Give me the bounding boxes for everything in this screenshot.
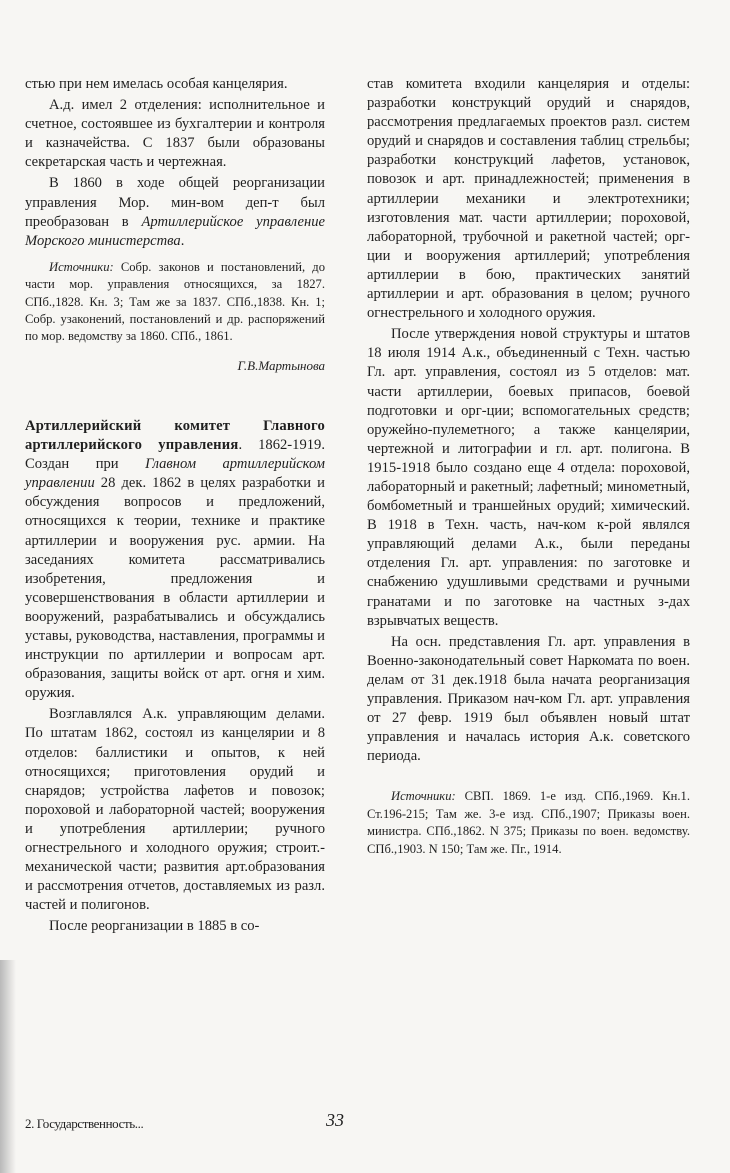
left-column xyxy=(25,75,325,937)
sources-label: Источники: xyxy=(49,259,114,274)
sources-text: СВП. 1869. 1-е изд. СПб.,1969. Кн.1. Ст.196-215; Там же. 3-е изд. СПб.,1907; Приказы воен. министра. СПб.,1862. N 375; Приказы по воен. ведомству. СПб.,1903. N 150; Там же. Пг., 1914. xyxy=(367,789,690,856)
paragraph: став комитета входили канцелярия и отделы: разработки конструкций орудий и снарядов, рассмотрения предлагаемых проектов разл. систем орудий и снарядов и составления таблиц стрельбы; разработки конструкций лафетов, установок, повозок и арт. принадлежностей; применения в артиллерии механики и электротехники; изготовления мат. части артиллерии; пороховой, лабораторной, трубочной и ракетной частей; орг-ции и вооружения артиллерий; употребления артиллерии в бою, практических занятий артиллерии и арт. образования в целом; ручного огнестрельного и холодного оружия. xyxy=(367,76,690,322)
paragraph: После утверждения новой структуры и штатов 18 июля 1914 А.к., объединенный с Техн. частью Гл. арт. управления, состоял из 5 отделов: мат. части артиллерии, боевых припасов, боевой подготовки и орг-ции; вспомогательных средств; оружейно-пулеметного; а также канцелярии, чертежной и литографии и гл. арт. полигона. В 1915-1918 было создано еще 4 отдела: пороховой, лабораторный и ракетный; лафетный; минометный, бомбометный и траншейных орудий; химический. В 1918 в Техн. часть, нач-ком к-рой являлся управляющий делами А.к., были переданы отделения Гл. арт. управления: по заготовке и снабжению удушливыми средствами и ручными гранатами и по заготовке на частных з-дах взрывчатых веществ. xyxy=(367,326,690,629)
paragraph: После реорганизации в 1885 в со- xyxy=(49,918,260,935)
paragraph-text: . xyxy=(180,232,185,249)
sources xyxy=(367,788,690,858)
page-number: 33 xyxy=(326,1110,344,1130)
sources-label: Источники: xyxy=(391,789,456,804)
cross-reference-link[interactable]: Главном артиллерийском управлении xyxy=(25,456,325,492)
paragraph xyxy=(25,174,325,250)
paragraph: А.д. имел 2 отделения: исполнительное и счетное, состоявшее из бухгалтерии и контроля и казначейства. С 1837 были образованы секретарская часть и чертежная. xyxy=(25,97,325,171)
entry-intro xyxy=(25,417,325,703)
cross-reference-link[interactable]: Артиллерийское управление Морского министерства xyxy=(25,213,326,249)
author-signature: Г.В.Мартынова xyxy=(237,357,325,373)
entry-headword: Артиллерийский комитет Главного артиллерийского управления xyxy=(25,417,325,454)
paragraph: стью при нем имелась особая канцелярия. xyxy=(25,76,288,92)
paragraph-text: 28 дек. 1862 в целях разработки и обсуждения вопросов и предложений, относящихся к теории, технике и практике артиллерии и вооружения рус. армии. На заседаниях комитета рассматривались изобретения, предложения и усовершенствования в области артиллерии и вооружений, разрабатывались и обсуждались уставы, руководства, наставления, программы и инструкции по артиллерии и вопросам арт. образования, защиты войск от арт. огня и хим. оружия. xyxy=(25,475,325,702)
paragraph: Возглавлялся А.к. управляющим делами. По штатам 1862, состоял из канцелярии и 8 отделов: баллистики и опытов, к ней относящихся; приготовления орудий и снарядов; устройства лафетов и повозок; пороховой и лабораторной частей; вооружения и употребления артиллерии; ручного огнестрельного и холодного оружия; строит.-механической части; развития арт.образования и рассмотрения отчетов, доставляемых из разл. частей и полигонов. xyxy=(25,706,325,914)
sources-text: Собр. законов и постановлений, до части мор. управления относящихся, за 1827. СПб.,1828. Кн. 3; Там же за 1837. СПб.,1838. Кн. 1; Собр. узаконений, постановлений и др. распоряжений по мор. ведомству за 1860. СПб., 1861. xyxy=(25,259,325,344)
paragraph-text: В 1860 в ходе общей реорганизации управления Мор. мин-вом деп-т был преобразован в xyxy=(25,175,325,230)
paragraph-text: . 1862-1919. Создан при xyxy=(25,437,326,473)
page-edge-shadow xyxy=(0,960,16,1173)
paragraph: На осн. представления Гл. арт. управления в Военно-законодательный совет Наркомата по воен. делам от 31 дек.1918 была начата реорганизация управления. Приказом нач-ком Гл. арт. управления от 27 февр. 1919 был объявлен новый штат управления и началась история А.к. советского периода. xyxy=(367,633,690,765)
right-column xyxy=(367,75,690,858)
running-footer: 2. Государственность... xyxy=(25,1116,144,1131)
sources xyxy=(25,259,325,346)
